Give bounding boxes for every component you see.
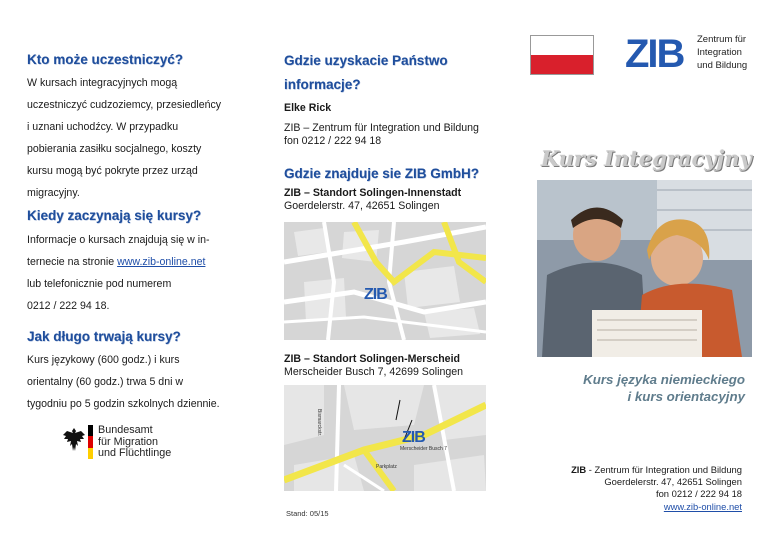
map-parking-label: Parkplatz	[376, 464, 397, 470]
text-line: Kurs języka niemieckiego	[583, 372, 745, 387]
location-merscheid	[284, 353, 463, 379]
heading-where-located: Gdzie znajduje sie ZIB GmbH?	[284, 166, 480, 181]
text-line: i kurs orientacyjny	[627, 389, 745, 404]
text-line: uczestniczyć cudzoziemcy, przesiedleńcy	[27, 99, 222, 111]
text-line-with-link	[27, 251, 210, 273]
text-line: für Migration	[98, 435, 159, 448]
bamf-text	[98, 425, 171, 460]
contact-info	[284, 122, 479, 148]
eagle-icon	[62, 427, 86, 453]
heading-who-can-attend: Kto może uczestniczyć?	[27, 52, 184, 67]
map-street-label: Bismarckstr.	[316, 409, 322, 437]
text-line	[540, 464, 742, 476]
text-fragment: ternecie na stronie	[27, 256, 118, 268]
text-line: migracyjny.	[27, 187, 80, 199]
when-courses-start-text	[27, 229, 210, 317]
location-address: Merscheider Busch 7, 42699 Solingen	[284, 366, 464, 378]
footer-website-link[interactable]: www.zib-online.net	[663, 500, 742, 512]
heading-where-info	[284, 53, 448, 92]
german-flag-bars	[88, 425, 93, 459]
text-line: Informacje o kursach znajdują się w in-	[27, 234, 210, 246]
map-drawing	[284, 222, 486, 340]
heading-line: informacje?	[284, 77, 361, 92]
stand-date: Stand: 05/15	[286, 509, 329, 518]
website-link[interactable]: www.zib-online.net	[117, 256, 206, 268]
text-line: und Flüchtlinge	[98, 447, 172, 459]
location-title: ZIB – Standort Solingen-Innenstadt	[284, 187, 462, 199]
zib-map-marker: ZIB	[402, 429, 425, 446]
text-line: lub telefonicznie pod numerem	[27, 278, 172, 290]
text-line: i uznani uchodźcy. W przypadku	[27, 121, 179, 133]
photo-illustration	[537, 180, 752, 357]
zib-logo	[625, 32, 755, 76]
text-line: Goerdelerstr. 47, 42651 Solingen	[604, 476, 742, 488]
who-can-attend-text	[27, 72, 221, 204]
text-line: und Bildung	[697, 60, 748, 71]
how-long-courses-text	[27, 349, 220, 415]
text-line: kursu mogą być pokryte przez urząd	[27, 165, 198, 177]
text-line: Integration	[697, 47, 742, 58]
photo-two-people-learning	[537, 180, 752, 357]
footer-brand: ZIB	[571, 464, 587, 475]
zib-map-marker: ZIB	[364, 286, 387, 303]
heading-how-long-courses: Jak długo trwają kursy?	[27, 329, 181, 344]
brochure-subtitle	[540, 371, 745, 405]
heading-when-courses-start: Kiedy zaczynają się kursy?	[27, 208, 202, 223]
zib-logo-mark: ZIB	[625, 32, 684, 76]
map-innenstadt	[284, 222, 486, 340]
text-line: W kursach integracyjnych mogą	[27, 77, 178, 89]
text-line: tygodniu po 5 godzin szkolnych dziennie.	[27, 398, 220, 410]
column-middle	[256, 0, 512, 543]
contact-name: Elke Rick	[284, 102, 332, 114]
text-line: Bundesamt	[98, 424, 153, 436]
footer-address	[540, 464, 742, 513]
bamf-logo	[62, 425, 212, 461]
location-address: Goerdelerstr. 47, 42651 Solingen	[284, 200, 440, 212]
text-line: orientalny (60 godz.) trwa 5 dni w	[27, 376, 184, 388]
map-address-label: Merscheider Busch 7	[400, 446, 447, 452]
text-line: pobierania zasiłku socjalnego, koszty	[27, 143, 202, 155]
map-drawing	[284, 385, 486, 491]
column-left	[0, 0, 256, 543]
location-innenstadt	[284, 187, 461, 213]
brochure-title: Kurs Integracyjny	[541, 146, 752, 171]
text-line: Kurs językowy (600 godz.) i kurs	[27, 354, 180, 366]
text-line: fon 0212 / 222 94 18	[284, 135, 382, 147]
heading-line: Gdzie uzyskacie Państwo	[284, 53, 448, 68]
text-line: Zentrum für	[697, 34, 747, 45]
zib-logo-text	[697, 33, 747, 72]
text-line: ZIB – Zentrum für Integration und Bildung	[284, 122, 479, 134]
text-line: 0212 / 222 94 18.	[27, 300, 110, 312]
location-title: ZIB – Standort Solingen-Merscheid	[284, 353, 460, 365]
text-fragment: - Zentrum für Integration und Bildung	[586, 464, 742, 475]
text-line: fon 0212 / 222 94 18	[655, 488, 742, 500]
polish-flag	[530, 35, 594, 75]
map-merscheid	[284, 385, 486, 491]
